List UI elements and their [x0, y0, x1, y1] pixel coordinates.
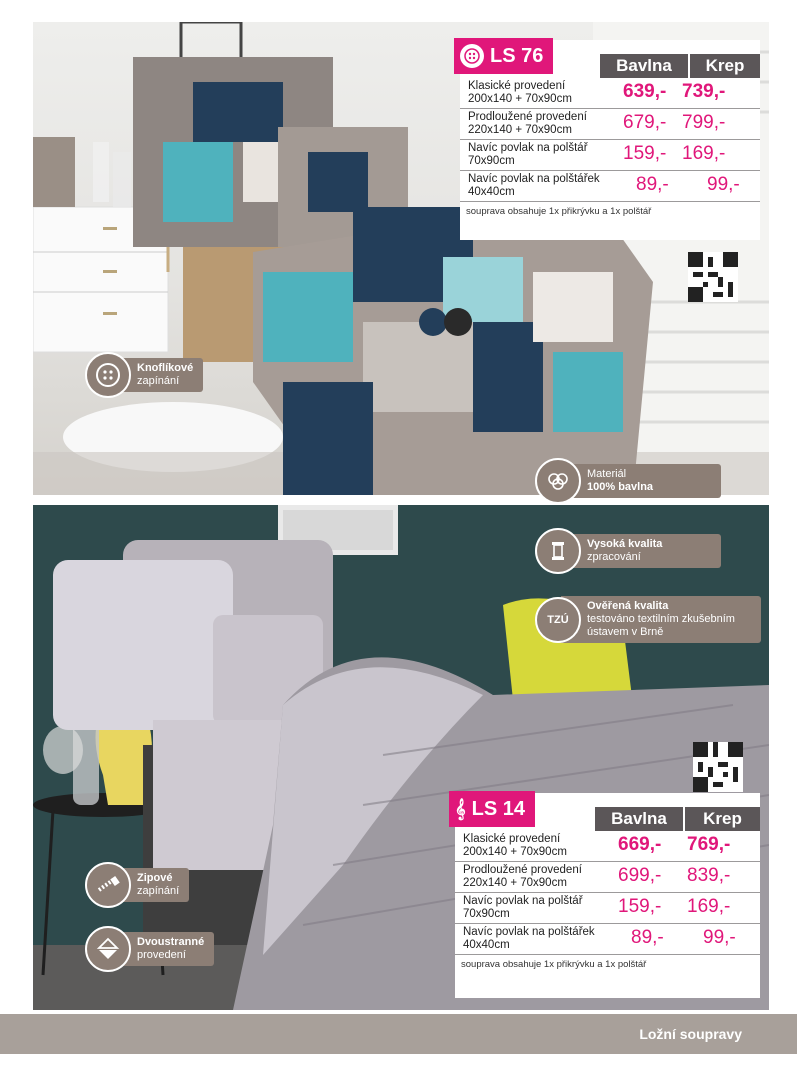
column-header-bavlna: Bavlna: [595, 807, 683, 831]
price-bavlna: 669,-: [618, 834, 662, 855]
reversible-icon: [85, 926, 131, 972]
feature-label: Materiál 100% bavlna: [561, 464, 721, 498]
feature-material: [535, 458, 721, 504]
price-bavlna: 159,-: [623, 143, 667, 164]
footer-bar: [0, 1014, 797, 1054]
column-header-bavlna: Bavlna: [600, 54, 688, 78]
price-bavlna: 699,-: [618, 865, 662, 886]
price-table-ls76: [460, 40, 760, 240]
column-header-krep: Krep: [685, 807, 760, 831]
price-krep: 169,-: [687, 896, 731, 917]
row-label: Navíc povlak na polštář 70x90cm: [463, 895, 583, 920]
product-code-badge: [449, 791, 535, 827]
product-code: LS 14: [471, 797, 525, 820]
product-code: LS 76: [490, 44, 544, 67]
price-bavlna: 89,-: [636, 174, 669, 195]
price-krep: 839,-: [687, 865, 731, 886]
price-row: [460, 140, 760, 171]
row-label: Navíc povlak na polštářek 40x40cm: [463, 926, 595, 951]
feature-label: Dvoustranné provedení: [111, 932, 214, 966]
zipper-icon: [85, 862, 131, 908]
feature-button-fastening: [85, 352, 203, 398]
price-row: [460, 109, 760, 140]
zipper-icon: 𝄞: [455, 798, 466, 819]
price-table-header: [460, 40, 760, 78]
row-label: Navíc povlak na polštářek 40x40cm: [468, 173, 600, 198]
button-icon: [85, 352, 131, 398]
feature-reversible: [85, 926, 214, 972]
price-krep: 99,-: [703, 927, 736, 948]
cotton-icon: [535, 458, 581, 504]
feature-label: Ověřená kvalita testováno textilním zkušebním ústavem v Brně: [561, 596, 761, 643]
qr-code-icon: [688, 252, 738, 302]
price-bavlna: 679,-: [623, 112, 667, 133]
price-krep: 739,-: [682, 81, 726, 102]
feature-label: Knoflíkové zapínání: [111, 358, 203, 392]
row-label: Prodloužené provedení 220x140 + 70x90cm: [463, 864, 582, 889]
thread-spool-icon: [535, 528, 581, 574]
price-row: [455, 831, 760, 862]
price-krep: 769,-: [687, 834, 731, 855]
feature-high-quality: [535, 528, 721, 574]
tzu-logo-icon: TZÚ: [535, 597, 581, 643]
column-header-krep: Krep: [690, 54, 760, 78]
product-code-badge: [454, 38, 553, 74]
qr-code-icon: [693, 742, 743, 792]
price-table-ls14: [455, 793, 760, 998]
row-label: Klasické provedení 200x140 + 70x90cm: [468, 80, 572, 105]
feature-label: Vysoká kvalita zpracování: [561, 534, 721, 568]
feature-label: Zipové zapínání: [111, 868, 189, 902]
feature-verified-quality: [535, 596, 761, 643]
section-title: Ložní soupravy: [639, 1026, 742, 1042]
row-label: Klasické provedení 200x140 + 70x90cm: [463, 833, 567, 858]
package-note: souprava obsahuje 1x přikrývku a 1x polštář: [466, 206, 652, 217]
price-row: [460, 171, 760, 202]
button-icon: [460, 44, 484, 68]
price-krep: 799,-: [682, 112, 726, 133]
price-krep: 99,-: [707, 174, 740, 195]
price-row: [455, 924, 760, 955]
row-label: Navíc povlak na polštář 70x90cm: [468, 142, 588, 167]
price-krep: 169,-: [682, 143, 726, 164]
price-bavlna: 159,-: [618, 896, 662, 917]
price-row: [460, 78, 760, 109]
feature-zipper-fastening: [85, 862, 189, 908]
package-note: souprava obsahuje 1x přikrývku a 1x polštář: [461, 959, 647, 970]
price-table-header: [455, 793, 760, 831]
price-row: [455, 893, 760, 924]
price-row: [455, 862, 760, 893]
price-bavlna: 639,-: [623, 81, 667, 102]
row-label: Prodloužené provedení 220x140 + 70x90cm: [468, 111, 587, 136]
price-bavlna: 89,-: [631, 927, 664, 948]
